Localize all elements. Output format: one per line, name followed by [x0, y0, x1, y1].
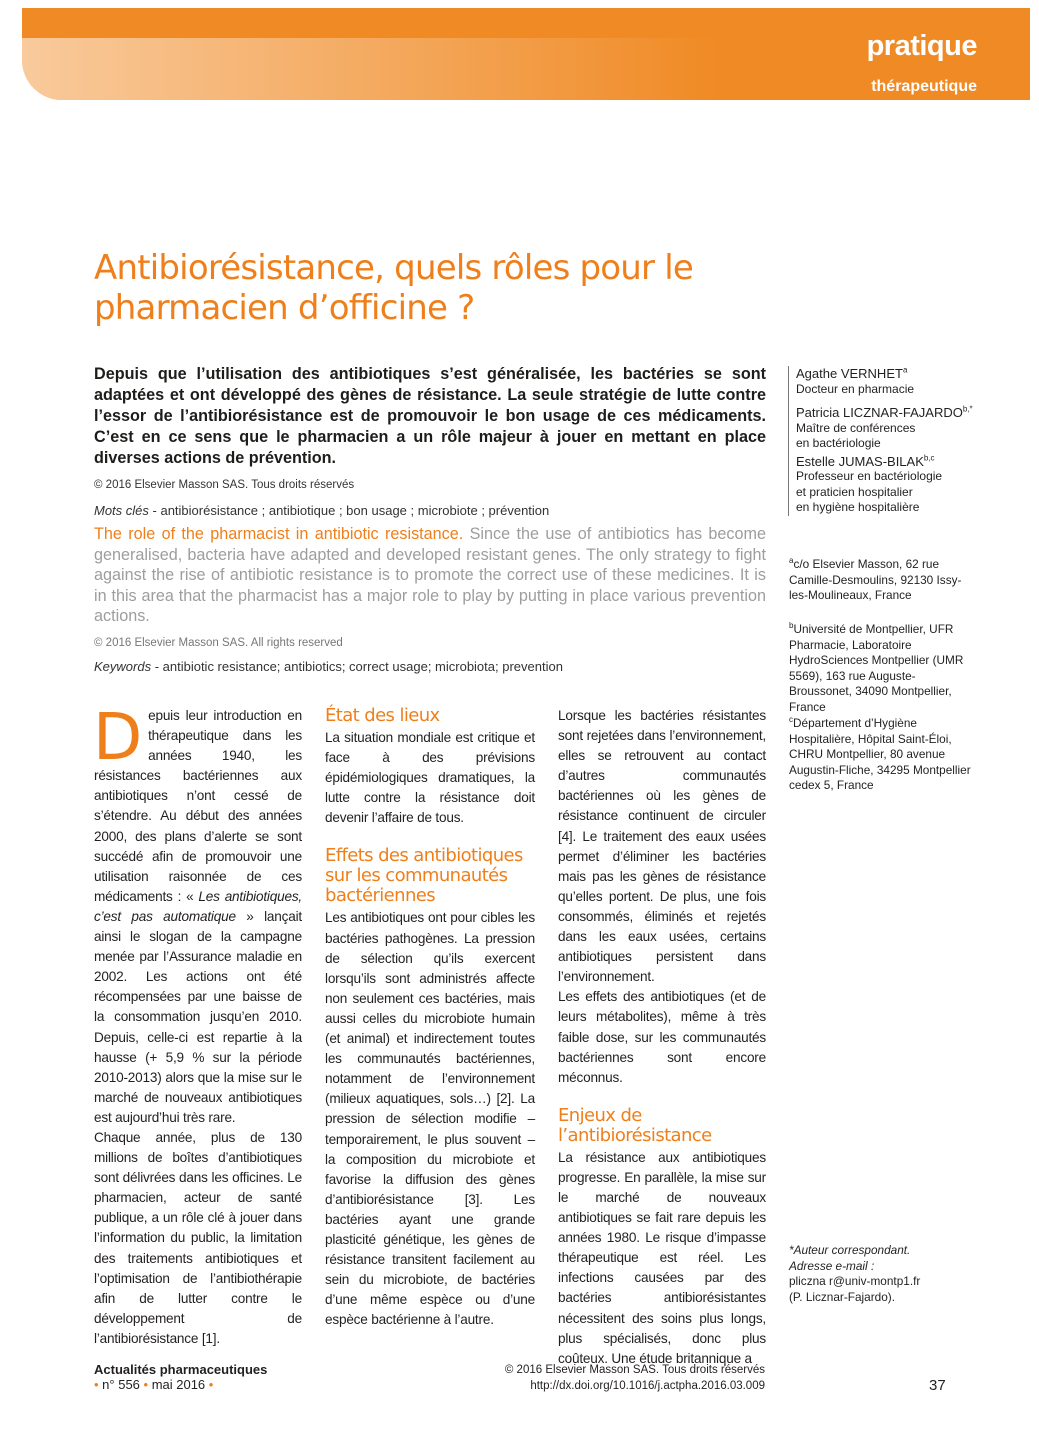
page-number: 37 [929, 1377, 946, 1394]
affiliation-a: $^a$c/o Elsevier Masson, 62 rue Camille-Desmoulins, 92130 Issy-les-Moulineaux, France [789, 556, 962, 602]
paragraph: La situation mondiale est critique et face à des prévisions épidémiologiques dramatiques, la lutte contre la résistance doit devenir l’affaire de tous. [325, 730, 535, 826]
doi-link[interactable]: http://dx.doi.org/10.1016/j.actpha.2016.03.009 [530, 1380, 765, 1392]
corresponding-author [789, 1243, 979, 1305]
abstract-fr-text: Depuis que l’utilisation des antibiotiques s’est généralisée, les bactéries se sont adaptées et ont développé des gènes de résistance. La seule stratégie de lutte contre l’essor de l’antibiorésistance est de promouvoir le bon usage de ces médicaments. C’est en ce sens que le pharmacien a un rôle majeur à jouer en mettant en place diverses actions de prévention. [94, 365, 766, 467]
paragraph: Les antibiotiques ont pour cibles les bactéries pathogènes. La pression de sélection qu’ils exercent lorsqu’ils sont administrés affecte non seulement ces bactéries, mais aussi celles du microbiote humain (et animal) et indirectement toutes les communautés bactériennes, notamment de l’environnement (milieux aquatiques, sols…) [2]. La pression de sélection modifie – temporairement, le plus souvent – la composition du microbiote et favorise la diffusion des gènes d’antibiorésistance [3]. Les bactéries ayant une grande plasticité génétique, les gènes de résistance transitent facilement au sein du microbiote, de bactéries d’une même espèce ou d’une espèce bactérienne à l’autre. [325, 910, 535, 1328]
paragraph: La résistance aux antibiotiques progresse. En parallèle, la mise sur le marché de nouveaux antibiotiques se fait rare depuis les années 1980. Le risque d’impasse thérapeutique est réel. Les infections causées par des bactéries antibiorésistantes nécessitent des soins plus longs, plus spécialisés, donc plus coûteux. Une étude britannique a [558, 1149, 766, 1366]
abstract-en-keywords [94, 657, 766, 678]
body-column-2 [325, 706, 535, 1330]
footer-copyright: © 2016 Elsevier Masson SAS. Tous droits réservés http://dx.doi.org/10.1016/j.actpha.2016.03.009 [504, 1364, 765, 1392]
author-role: et praticien hospitalier [796, 484, 913, 499]
keywords-fr: - antibiorésistance ; antibiotique ; bon usage ; microbiote ; prévention [148, 503, 550, 518]
section-heading: État des lieux [325, 705, 440, 726]
subsection-label: thérapeutique [871, 78, 977, 95]
body-column-1 [93, 701, 303, 1349]
keywords-label-en: Keywords [94, 659, 152, 674]
paragraph: Lorsque les bactéries résistantes sont rejetées dans l’environnement, elles se retrouvent au contact d’autres communautés bactériennes où les gènes de résistance continuent de circuler [4]. Le traitement des eaux usées permet d’éliminer les bactéries mais pas les gènes de résistance qu’elles portent. De plus, une fois consommés, éliminés et rejetés dans les eaux usées, certains antibiotiques persistent dans l’environnement. [558, 708, 766, 985]
abstract-fr-keywords [94, 500, 766, 521]
corr-line: (P. Licznar-Fajardo). [789, 1289, 895, 1304]
author-name: Patricia LICZNAR-$FAJARDO^{b,*}$ [796, 404, 973, 420]
abstract-en [94, 524, 766, 678]
abstract-fr [94, 364, 766, 521]
abstract-en-copyright: © 2016 Elsevier Masson SAS. All rights reserved [94, 636, 343, 649]
author-role: en hygiène hospitalière [796, 500, 920, 514]
author-role: Professeur en bactériologie [796, 469, 943, 483]
author-role: Docteur en pharmacie [796, 381, 915, 396]
drop-cap: D [93, 701, 143, 775]
affiliation-c: $^c$Département d’Hygiène Hospitalière, Hôpital Saint-Éloi, CHRU Montpellier, 80 avenue Augustin-Fliche, 34295 Montpellier cedex 5, France [789, 715, 971, 792]
paragraph: Les effets des antibiotiques (et de leurs métabolites), même à très faible dose, sur les communautés bactériennes sont encore méconnus. [558, 989, 766, 1085]
abstract-en-text: Since the use of antibiotics has become generalised, bacteria have adapted and developed resistant genes. The only strategy to fight against the rise of antibiotic resistance is to promote the correct use of these medicines. It is in this area that the pharmacist has a major role to play by putting in place various prevention actions. [94, 525, 766, 625]
corr-email[interactable]: pliczna r@univ-montp1.fr [789, 1274, 921, 1288]
affiliation-b: $^b$Université de Montpellier, UFR Pharmacie, Laboratoire HydroSciences Montpellier (UMR 5569), 163 rue Auguste-Broussonet, 34090 Montpellier, France [789, 621, 964, 714]
footer-journal: Actualités pharmaceutiques [94, 1362, 268, 1377]
header-gradient [22, 38, 722, 100]
section-heading: Enjeux de l’antibiorésistance [558, 1104, 712, 1146]
author-list [788, 366, 976, 516]
corr-line: Adresse e-mail : [789, 1258, 875, 1273]
article-title: Antibiorésistance, quels rôles pour le pharmacien d’officine ? [94, 248, 693, 328]
body-column-3 [558, 706, 766, 1369]
abstract-fr-copyright: © 2016 Elsevier Masson SAS. Tous droits réservés [94, 479, 355, 491]
author-name: Agathe VERNHET$^a$ [796, 365, 908, 381]
corr-line: *Auteur correspondant. [789, 1243, 911, 1257]
section-label: pratique [866, 30, 977, 62]
footer-issue: • n° 556 • mai 2016 • [94, 1377, 214, 1392]
keywords-en: - antibiotic resistance; antibiotics; correct usage; microbiota; prevention [151, 659, 563, 674]
author-name: Estelle JUMAS-BILAK$^{b,c}$ [796, 453, 935, 469]
paragraph: Depuis leur introduction en thérapeutique dans les années 1940, les résistances bactériennes aux antibiotiques n’ont cessé de s’étendre. Au début des années 2000, des plans d’alerte se sont succédé afin de promouvoir une utilisation raisonnée de ces médicaments : « Les antibiotiques, c’est pas automatique » lançait ainsi le slogan de la campagne menée par l’Assurance maladie en 2002. Les actions ont été récompensées par une baisse de la consommation jusqu’en 2010. Depuis, celle-ci est repartie à la hausse (+ 5,9 % sur la période 2010-2013) alors que la mise sur le marché de nouveaux antibiotiques est aujourd’hui très rare. [93, 701, 303, 1125]
section-heading: Effets des antibiotiques sur les communautés bactériennes [325, 845, 523, 907]
abstract-en-title: The role of the pharmacist in antibiotic resistance. [94, 525, 464, 543]
author-role: en bactériologie [796, 436, 881, 450]
author-role: Maître de conférences [796, 420, 916, 435]
abstract-en-body [94, 524, 766, 627]
paragraph: Chaque année, plus de 130 millions de boîtes d’antibiotiques sont délivrées dans les officines. Le pharmacien, acteur de santé publique, a un rôle clé à jouer dans l’information du public, la limitation des traitements antibiotiques et l’optimisation de l’antibiothérapie afin de lutter contre le développement de l’antibiorésistance [1]. [94, 1129, 302, 1346]
keywords-label-fr: Mots clés [94, 503, 149, 518]
